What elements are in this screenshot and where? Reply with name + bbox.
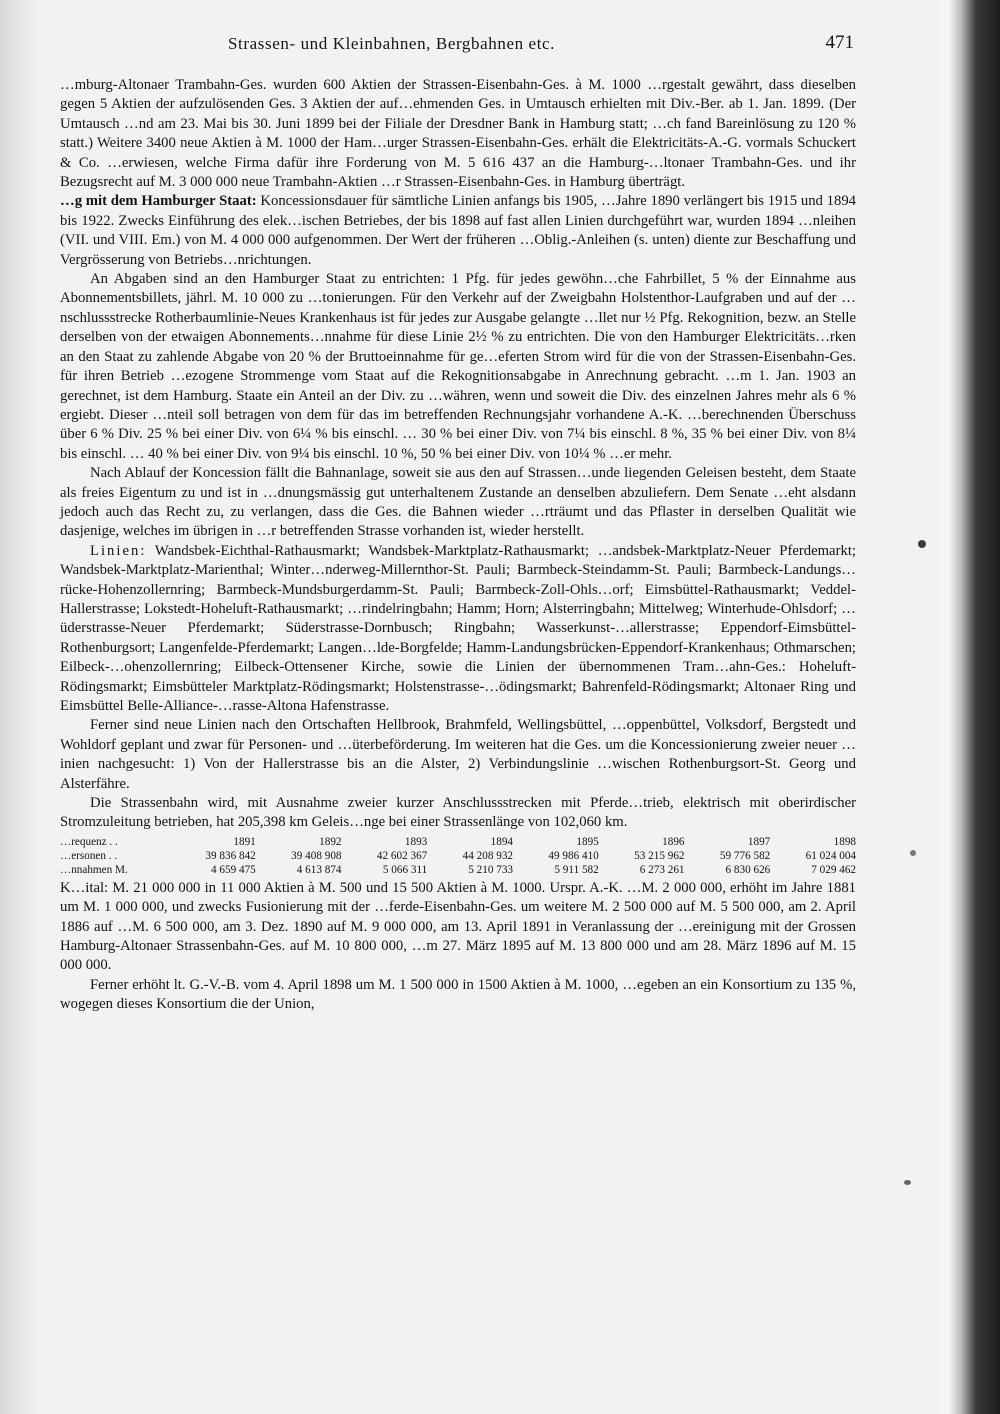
table-cell: 6 830 626 (725, 863, 771, 876)
table-year-header: 1897 (747, 835, 771, 848)
paragraph-new-lines: Ferner sind neue Linien nach den Ortschaften Hellbrook, Brahmfeld, Wellingsbüttel, …oppenbüttel, Volksdorf, Bergstedt und Wohldorf geplant und zwar für Personen- und …üterbeförderung. Im weiteren hat die Ges. um die Koncessionierung zweier neuer …inien nachgesucht: 1) Von der Hallerstrasse bis an die Alster, 2) Verbindungslinie …wischen Rothenburgsort-St. Georg und Alsterfähre. (60, 717, 856, 792)
paragraph-operation: Die Strassenbahn wird, mit Ausnahme zweier kurzer Anschlussstrecken mit Pferde…trieb, elektrisch mit oberirdischer Stromzuleitung betrieben, hat 205,398 km Geleis…nge bei einer Strassenlänge von 102,060 km. (60, 795, 856, 831)
section-lead-staat: …g mit dem Hamburger Staat: (60, 193, 257, 210)
table-cell: 5 066 311 (382, 863, 428, 876)
table-cell: 39 408 908 (291, 849, 342, 862)
paragraph-lines-text: Wandsbek-Eichthal-Rathausmarkt; Wandsbek-Marktplatz-Rathausmarkt; …andsbek-Marktplatz-Neuer Pferdemarkt; Wandsbek-Marktplatz-Marienthal; Winter…nderweg-Millernthor-St. Pauli; Barmbeck-Steindamm-St. Pauli; Barmbeck-Landungs…rücke-Hohenzollernring; Barmbeck-Mundsburgerdamm-St. Pauli; Barmbeck-Zoll-Ohls…orf; Eimsbüttel-Rathausmarkt; Veddel-Hallerstrasse; Lokstedt-Hoheluft-Rathausmarkt; …rindelringbahn; Hamm; Horn; Alsterringbahn; Mittelweg; Winterhude-Ohlsdorf; …üderstrasse-Neuer Pferdemarkt; Süderstrasse-Dornbusch; Ringbahn; Wasserkunst-…allerstrasse; Eppendorf-Eimsbüttel-Rothenburgsort; Langenfelde-Pferdemarkt; Langen…lde-Borgfelde; Hamm-Landungsbrücken-Eppendorf-Krankenhaus; Othmarschen; Eilbeck-…ohenzollernring; Eilbeck-Ottensener Kirche, sowie die Linien der übernommenen Tram…ahn-Ges.: Hoheluft-Rödingsmarkt; Eimsbütteler Marktplatz-Rödingsmarkt; Holstenstrasse-…ödingsmarkt; Bahrenfeld-Rödingsmarkt; Altonaer Ring und Eimsbüttel Belle-Alliance-…rasse-Altona Hafenstrasse. (60, 542, 856, 714)
page-header (60, 28, 856, 62)
paragraph-lines (60, 542, 856, 717)
paragraph-concession-text: Koncessionsdauer für sämtliche Linien anfangs bis 1905, …Jahre 1890 verlängert bis 1915 und 1894 bis 1922. Zwecks Einführung des elek…ischen Betriebes, der bis 1898 auf fast allen Linien durchgeführt war, wurden 1894 …nleihen (VII. und VIII. Em.) von M. 4 000 000 aufgenommen. Der Wert der früheren …Oblig.-Anleihen (s. unten) diente zur Beschaffung und Vergrösserung von Betriebs…nrichtungen. (60, 193, 857, 268)
table-cell: 53 215 962 (634, 849, 685, 862)
table-cell: 61 024 004 (805, 849, 856, 862)
table-year-header: 1893 (404, 835, 428, 848)
table-row-label: …requenz . . (60, 835, 118, 848)
page-number: 471 (825, 32, 854, 53)
paragraph-taxes: An Abgaben sind an den Hamburger Staat zu entrichten: 1 Pfg. für jedes gewöhn…che Fahrbillet, 5 % der Einnahme aus Abonnementsbillets, jährl. M. 10 000 zu …tonierungen. Für den Verkehr auf der Zweigbahn Holstenthor-Laufgraben und auf der …nschlussstrecke Rotherbaumlinie-Neues Krankenhaus ist für jedes zur Ausgabe gelangte …llet nur ½ Pfg. Rekognition, bezw. an Stelle derselben von der etwaigen Abonnements…nnahme für diese Linie 2½ % zu entrichten. Die von den Hamburger Elektricitäts…rken an den Staat zu zahlende Abgabe von 20 % der Bruttoeinnahme für ge…eferten Strom wird für die von der Strassen-Eisenbahn-Ges. für ihren Betrieb …ezogene Strommenge vom Staat auf die Rekognitionsabgabe in Anrechnung gebracht. …m 1. Jan. 1903 an gerechnet, ist dem Hamburg. Staate ein Anteil an der Div. zu …währen, wenn und soweit die Div. des einzelnen Jahres mehr als 6 % ergiebt. Dieser …nteil soll betragen von dem für das im betreffenden Rechnungsjahr vorhandene A.-K. …berechnenden Überschuss über 6 % Div. 25 % bei einer Div. von 6¼ % bis einschl. … 30 % bei einer Div. von 7¼ bis einschl. 8 %, 35 % bei einer Div. von 8¼ bis einschl. … 40 % bei einer Div. von 9¼ bis einschl. 10 %, 50 % bei einer Div. von 10¼ % …er mehr. (60, 271, 856, 462)
paragraph-capital-increase: Ferner erhöht lt. G.-V.-B. vom 4. April 1898 um M. 1 500 000 in 1500 Aktien à M. 1000, …egeben an ein Konsortium zu 135 %, wogegen dieses Konsortium die der Union, (60, 976, 856, 1013)
table-row-label: …nnahmen M. (60, 863, 128, 876)
ink-speck (918, 540, 926, 548)
table-year-header: 1891 (233, 835, 256, 848)
table-row (60, 863, 856, 877)
table-cell: 39 836 842 (205, 849, 256, 862)
table-cell: 59 776 582 (719, 849, 771, 862)
section-lead-linien: Linien: (90, 542, 147, 559)
table-row (60, 835, 856, 849)
table-year-header: 1892 (319, 835, 342, 848)
table-cell: 49 986 410 (548, 849, 599, 862)
table-row (60, 849, 856, 863)
paragraph-concession (60, 192, 856, 270)
ink-speck (910, 850, 916, 856)
table-year-header: 1894 (490, 835, 513, 848)
table-cell: 44 208 932 (462, 849, 513, 862)
running-title: Strassen- und Kleinbahnen, Bergbahnen etc. (228, 34, 556, 53)
table-cell: 42 602 367 (376, 849, 428, 862)
traffic-statistics-table (60, 835, 856, 877)
table-cell: 4 659 475 (211, 863, 256, 876)
paragraph-capital-text: M. 21 000 000 in 11 000 Aktien à M. 500 und 15 500 Aktien à M. 1000. Urspr. A.-K. …M. 2 000 000, erhöht im Jahre 1881 um M. 1 000 000, und zwecks Fusionierung mit der …ferde-Eisenbahn-Ges. um weitere M. 2 500 000 auf M. 5 500 000, am 2. April 1886 auf …M. 6 500 000, am 3. Dez. 1890 auf M. 9 000 000, am 13. April 1891 in Veranlassung der …ereinigung mit der Grossen Hamburg-Altonaer Strassenbahn-Ges. auf M. 10 800 000, …m 27. März 1895 auf M. 13 800 000 und am 28. März 1896 auf M. 15 000 000. (60, 879, 857, 974)
document-page (60, 28, 856, 1015)
table-cell: 7 029 462 (811, 863, 856, 876)
table-cell: 6 273 261 (639, 863, 685, 876)
table-row-label: …ersonen . . (60, 849, 118, 862)
document-body (60, 76, 856, 1015)
table-cell: 4 613 874 (296, 863, 342, 876)
table-cell: 5 911 582 (554, 863, 599, 876)
page-right-dark-edge (940, 0, 1000, 1414)
ink-speck (904, 1180, 911, 1185)
paragraph-exchange: …mburg-Altonaer Trambahn-Ges. wurden 600 Aktien der Strassen-Eisenbahn-Ges. à M. 1000 …rgestalt gewährt, dass dieselben gegen 5 Aktien der aufzulösenden Ges. 3 Aktien der auf…ehmenden Ges. in Umtausch erhielten mit Div.-Ber. ab 1. Jan. 1899. (Der Umtausch …nd am 23. Mai bis 30. Juni 1899 bei der Filiale der Dresdner Bank in Hamburg statt; …ch fand Bareinlösung zu 120 % statt.) Weitere 3400 neue Aktien à M. 1000 der Ham…urger Strassen-Eisenbahn-Ges. erhält die Elektricitäts-A.-G. vormals Schuckert & Co. …erwiesen, welche Firma dafür ihre Forderung von M. 5 616 437 an die Hamburg-…ltonaer Trambahn-Ges. und ihr Bezugsrecht auf M. 3 000 000 neue Trambahn-Aktien …r Strassen-Eisenbahn-Ges. in Hamburg überträgt. (60, 77, 856, 191)
table-year-header: 1896 (662, 835, 685, 848)
page-left-shadow (0, 0, 40, 1414)
paragraph-expiry: Nach Ablauf der Koncession fällt die Bahnanlage, soweit sie aus den auf Strassen…unde liegenden Geleisen besteht, dem Staate als freies Eigentum zu und ist in …dnungsmässig gut unterhaltenem Zustande an denselben abzuliefern. Dem Senate …eht alsdann jedoch auch das Recht zu, zu verlangen, dass die Ges. die Bahnen wieder …rträumt und das Pflaster in derselben Qualität wie dasjenige, welches im übrigen in …r betreffenden Strasse vorhanden ist, wieder herstellt. (60, 465, 856, 540)
table-cell: 5 210 733 (468, 863, 513, 876)
section-lead-kapital: K…ital: (60, 879, 109, 896)
table-year-header: 1895 (576, 835, 599, 848)
table-year-header: 1898 (833, 835, 856, 848)
paragraph-capital (60, 879, 856, 976)
